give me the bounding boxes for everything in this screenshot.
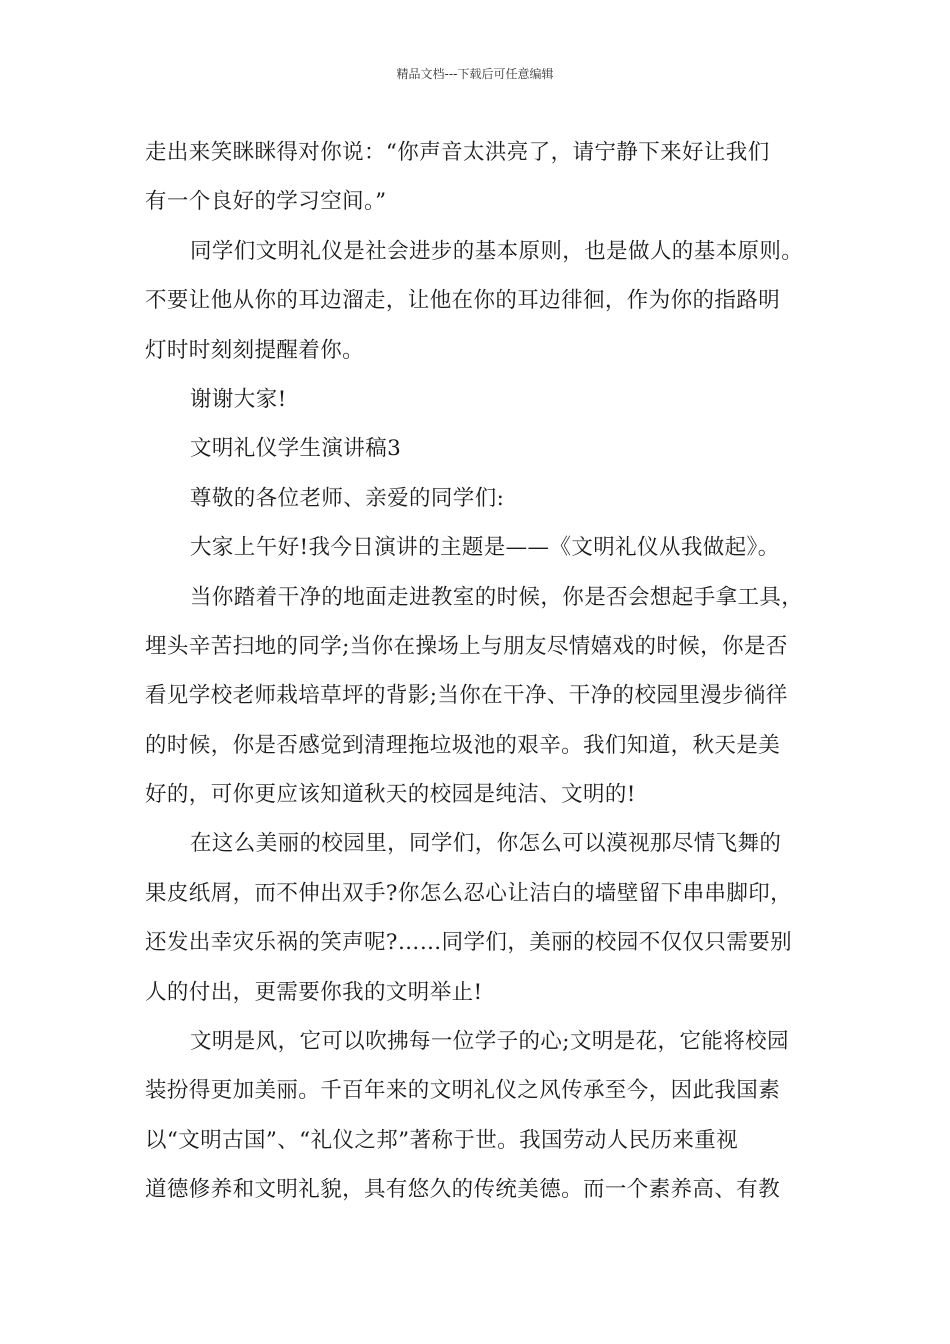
text-line-22: 道德修养和文明礼貌，具有悠久的传统美德。而一个素养高、有教 — [145, 1177, 781, 1203]
text-line-1: 走出来笑眯眯得对你说：“你声音太洪亮了，请宁静下来好让我们 — [145, 140, 770, 165]
text-line-19: 文明是风，它可以吹拂每一位学子的心;文明是花，它能将校园 — [190, 1029, 789, 1055]
text-line-15: 在这么美丽的校园里，同学们，你怎么可以漠视那尽情飞舞的 — [190, 831, 782, 857]
text-line-4: 不要让他从你的耳边溜走，让他在你的耳边徘徊，作为你的指路明 — [145, 288, 781, 314]
text-line-10: 当你踏着干净的地面走进教室的时候，你是否会想起手拿工具， — [190, 584, 804, 610]
section-title: 文明礼仪学生演讲稿3 — [190, 436, 402, 462]
text-line-5: 灯时时刻刻提醒着你。 — [145, 337, 365, 363]
text-line-12: 看见学校老师栽培草坪的背影;当你在干净、干净的校园里漫步徜徉 — [145, 683, 788, 709]
text-line-18: 人的付出，更需要你我的文明举止! — [145, 979, 483, 1005]
text-line-17: 还发出幸灾乐祸的笑声呢?……同学们，美丽的校园不仅仅只需要别 — [145, 930, 793, 956]
text-line-20: 装扮得更加美丽。千百年来的文明礼仪之风传承至今，因此我国素 — [145, 1078, 781, 1104]
text-line-6: 谢谢大家! — [190, 386, 287, 412]
text-line-13: 的时候，你是否感觉到清理拖垃圾池的艰辛。我们知道，秋天是美 — [145, 732, 781, 758]
text-line-8: 尊敬的各位老师、亲爱的同学们: — [190, 485, 505, 511]
text-line-3: 同学们文明礼仪是社会进步的基本原则，也是做人的基本原则。 — [190, 238, 804, 264]
text-line-14: 好的，可你更应该知道秋天的校园是纯洁、文明的! — [145, 782, 636, 808]
page-header: 精品文档---下载后可任意编辑 — [396, 67, 554, 81]
text-line-16: 果皮纸屑，而不伸出双手?你怎么忍心让洁白的墙壁留下串串脚印， — [145, 880, 793, 906]
text-line-11: 埋头辛苦扫地的同学;当你在操场上与朋友尽情嬉戏的时候，你是否 — [145, 633, 788, 659]
text-line-21: 以“文明古国”、“礼仪之邦”著称于世。我国劳动人民历来重视 — [145, 1127, 739, 1153]
text-line-2: 有一个良好的学习空间。” — [145, 189, 387, 215]
document-body — [145, 128, 825, 1215]
text-line-9: 大家上午好!我今日演讲的主题是——《文明礼仪从我做起》。 — [190, 535, 780, 561]
